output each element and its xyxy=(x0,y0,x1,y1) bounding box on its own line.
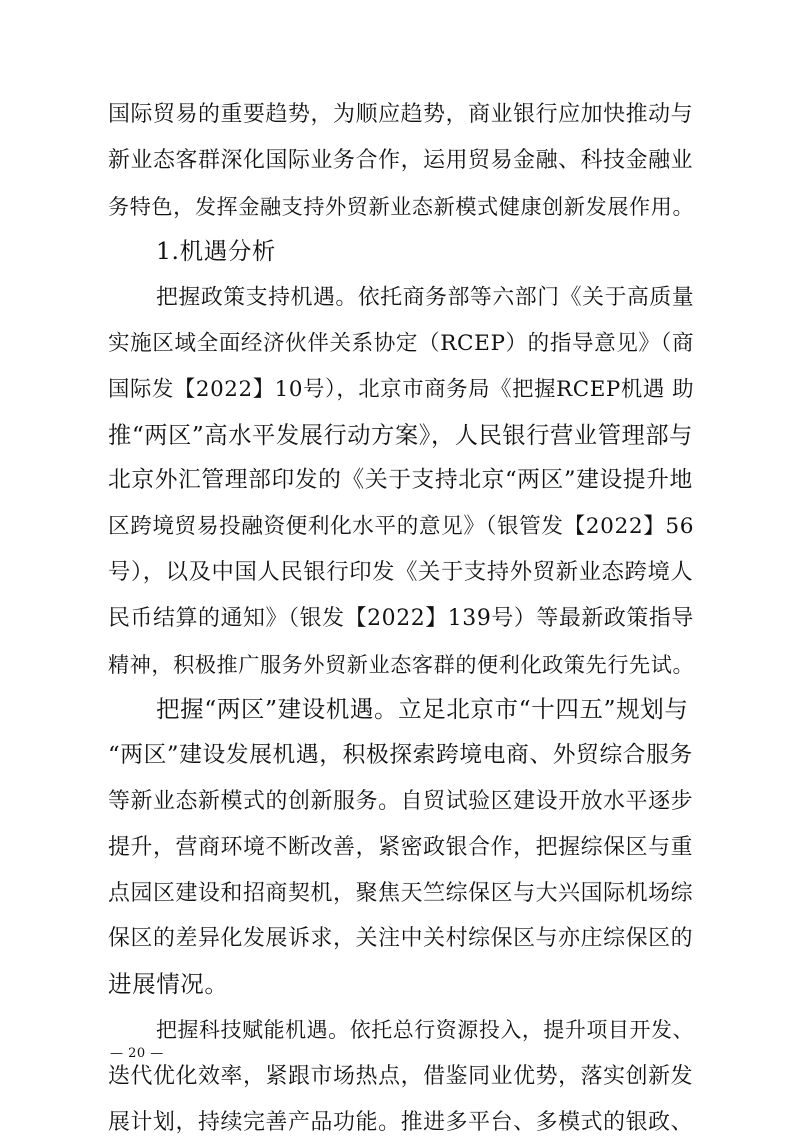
text-line: 北京外汇管理部印发的《关于支持北京“两区”建设提升地 xyxy=(108,467,693,494)
text-line: 进展情况。 xyxy=(108,970,229,999)
text-line: 区跨境贸易投融资便利化水平的意见》（银管发【2022】56 xyxy=(108,514,695,540)
text-line: 提升，营商环境不断改善，紧密政银合作，把握综保区与重 xyxy=(108,834,694,860)
text-line: 国际发【2022】10号），北京市商务局《把握RCEP机遇 助 xyxy=(108,376,695,402)
text-line: 实施区域全面经济伙伴关系协定（RCEP）的指导意见》（商 xyxy=(108,330,695,356)
paragraph-start-line: 把握“两区”建设机遇。立足北京市“十四五”规划与 xyxy=(156,695,689,724)
text-line: 精神，积极推广服务外贸新业态客群的便利化政策先行先试。 xyxy=(108,651,695,677)
text-line: 迭代优化效率，紧跟市场热点，借鉴同业优势，落实创新发 xyxy=(108,1063,694,1089)
text-line: 民币结算的通知》（银发【2022】139号）等最新政策指导 xyxy=(108,605,694,631)
paragraph-start-line: 把握科技赋能机遇。依托总行资源投入，提升项目开发、 xyxy=(156,1017,695,1042)
text-line: “两区”建设发展机遇，积极探索跨境电商、外贸综合服务 xyxy=(108,742,693,769)
paragraph-start-line: 把握政策支持机遇。依托商务部等六部门《关于高质量 xyxy=(156,285,695,311)
text-line: 等新业态新模式的创新服务。自贸试验区建设开放水平逐步 xyxy=(108,788,694,814)
document-body xyxy=(108,92,696,1145)
text-line: 新业态客群深化国际业务合作，运用贸易金融、科技金融业 xyxy=(108,147,694,173)
page-number: — 20 — xyxy=(110,1046,164,1061)
text-line: 务特色，发挥金融支持外贸新业态新模式健康创新发展作用。 xyxy=(108,193,695,219)
section-heading: 1.机遇分析 xyxy=(156,237,277,266)
text-line: 保区的差异化发展诉求，关注中关村综保区与亦庄综保区的 xyxy=(108,926,694,952)
text-line: 国际贸易的重要趋势，为顺应趋势，商业银行应加快推动与 xyxy=(108,102,694,127)
text-line: 展计划，持续完善产品功能。推进多平台、多模式的银政、 xyxy=(108,1109,694,1135)
text-line: 推“两区”高水平发展行动方案》，人民银行营业管理部与 xyxy=(108,421,693,449)
text-line: 号），以及中国人民银行印发《关于支持外贸新业态跨境人 xyxy=(108,558,694,585)
text-line: 点园区建设和招商契机，聚焦天竺综保区与大兴国际机场综 xyxy=(108,880,694,906)
